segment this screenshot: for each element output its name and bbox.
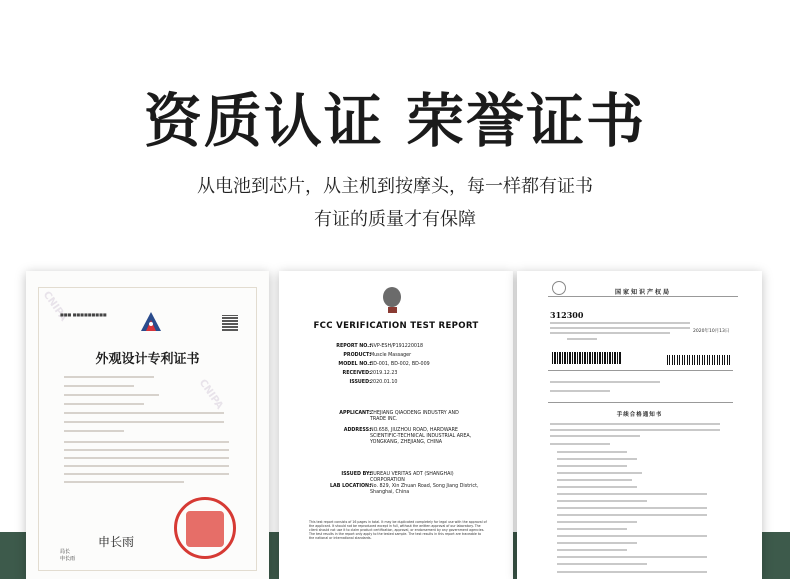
office-header: 国家知识产权局: [614, 289, 671, 296]
field-value: ZHEJIANG QIAODENG INDUSTRY AND TRADE INC.: [370, 411, 459, 423]
signature: 申长雨: [98, 535, 135, 549]
ip-notice-card: [517, 271, 762, 579]
section-rule: [548, 370, 733, 371]
text-line: [557, 507, 707, 509]
logo-base: [388, 307, 397, 313]
text-line: [557, 486, 637, 488]
text-line: [550, 435, 640, 437]
field-line: [64, 385, 134, 387]
barcode-icon: [552, 352, 622, 364]
field-line: [64, 421, 224, 423]
text-line: [557, 549, 627, 551]
field-line: [64, 430, 124, 432]
field-value: 2019.12.23: [370, 371, 398, 376]
field-label: ISSUED BY:: [341, 472, 371, 477]
text-line: [557, 571, 707, 573]
text-line: [557, 514, 707, 516]
qr-code-icon: [222, 315, 238, 331]
field-line: [64, 376, 154, 378]
text-line: [557, 556, 707, 558]
text-line: [550, 429, 720, 431]
text-line: [557, 528, 627, 530]
text-line: [557, 451, 627, 453]
patent-certificate-card: [26, 271, 269, 579]
field-line: [64, 394, 159, 396]
text-line: [550, 381, 660, 383]
field-line: [64, 412, 224, 414]
text-line: [557, 500, 647, 502]
certificate-number: ■■■ ■■■■■■■■■: [60, 312, 107, 317]
patent-logo-icon: [138, 309, 164, 335]
field-label: ISSUED:: [349, 380, 371, 385]
field-label: APPLICANT:: [339, 411, 371, 416]
bureau-veritas-logo-icon: [383, 287, 401, 307]
field-value: NVP-ESH/P191220018: [370, 344, 424, 349]
field-label: MODEL NO.:: [338, 362, 371, 367]
subtitle-line-2: 有证的质量才有保障: [314, 209, 476, 230]
field-value: BUREAU VERITAS ADT (SHANGHAI) CORPORATION: [370, 472, 454, 484]
text-line: [557, 542, 637, 544]
text-line: [557, 493, 707, 495]
field-label: ADDRESS:: [343, 428, 371, 433]
text-line: [557, 521, 637, 523]
text-line: [557, 465, 627, 467]
field-line: [64, 457, 229, 459]
barcode-icon: [667, 355, 732, 365]
text-line: [550, 423, 720, 425]
text-line: [550, 443, 610, 445]
text-line: [557, 563, 647, 565]
section-rule: [548, 402, 733, 403]
text-line: [557, 458, 637, 460]
text-line: [557, 472, 642, 474]
certificate-title: 外观设计专利证书: [95, 352, 200, 367]
signature-label: 局长: [60, 549, 71, 555]
text-line: [557, 479, 632, 481]
page-title: 资质认证 荣誉证书: [143, 87, 647, 155]
field-value: 2020.01.10: [370, 380, 398, 385]
field-value: NO.658, JIUZHOU ROAD, HARDWARE SCIENTIFIC-TECHNICAL INDUSTRIAL AREA, YONGKANG, ZHEJIANG, CHINA: [370, 428, 472, 446]
field-line: [64, 403, 144, 405]
text-line: [550, 390, 610, 392]
subtitle-line-1: 从电池到芯片，从主机到按摩头，每一样都有证书: [197, 176, 593, 197]
field-value: Muscle Massager: [370, 353, 412, 358]
text-line: [550, 327, 690, 329]
field-line: [64, 473, 229, 475]
document-date: 2020年10月13日: [693, 329, 730, 334]
text-line: [550, 322, 690, 324]
notice-title: 手续合格通知书: [616, 412, 663, 418]
field-line: [64, 441, 229, 443]
text-line: [567, 338, 597, 340]
field-label: RECEIVED:: [342, 371, 371, 376]
field-line: [64, 449, 229, 451]
fcc-report-card: [279, 271, 513, 579]
national-emblem-icon: [186, 511, 224, 547]
field-value: No. 829, Xin Zhuan Road, Song Jiang District, Shanghai, China: [370, 484, 479, 496]
text-line: [550, 332, 670, 334]
field-line: [64, 465, 229, 467]
header-rule: [548, 296, 738, 297]
report-footnote: This test report consists of 16 pages in total. It may be duplicated completely for legal use with the approval of the applicant. It should not be reproduced except in full, without the written approval of our laboratory. The client should not use it to claim product certification, approval, or endorsement by any government agencies. The test results in the report only apply to the tested sample. The test results in this report are traceable to the national or international standards.: [309, 520, 487, 540]
field-label: LAB LOCATION:: [330, 484, 371, 489]
field-label: REPORT NO.:: [336, 344, 371, 349]
field-label: PRODUCT:: [343, 353, 371, 358]
document-number: 312300: [550, 310, 584, 320]
field-line: [64, 481, 184, 483]
field-value: BD-001, BD-002, BD-009: [370, 362, 430, 367]
report-title: FCC VERIFICATION TEST REPORT: [313, 321, 479, 331]
text-line: [557, 535, 707, 537]
watermark-text: CNIPA: [40, 289, 69, 324]
watermark-text: CNIPA: [196, 377, 225, 412]
signature-name: 申长雨: [60, 556, 76, 562]
